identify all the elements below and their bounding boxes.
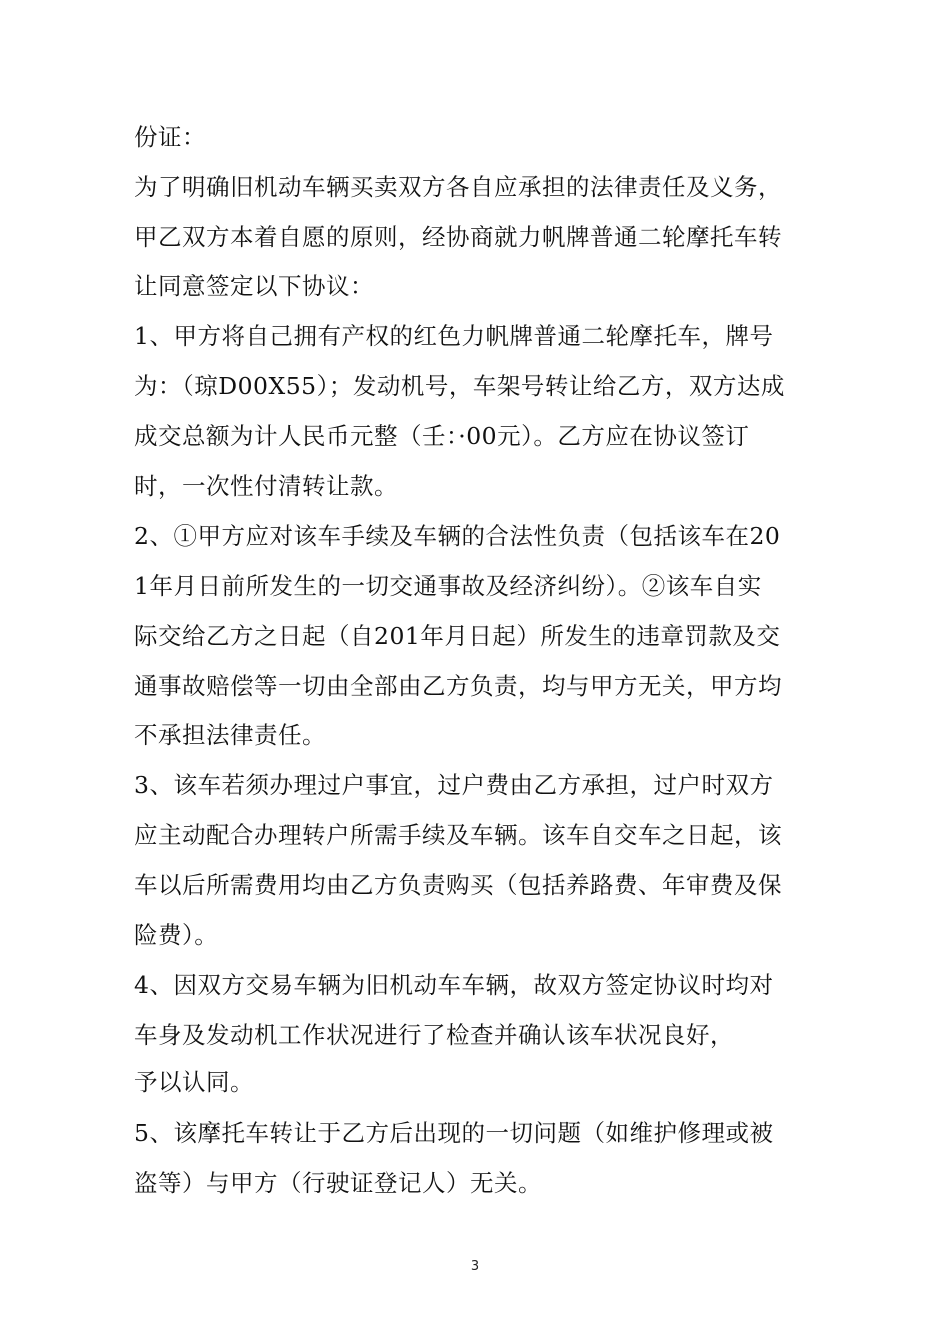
text-line: 际交给乙方之日起（自201年月日起）所发生的违章罚款及交 bbox=[134, 622, 781, 650]
text-line: 成交总额为计人民币元整（壬：·00元）。乙方应在协议签订 bbox=[134, 422, 750, 450]
text-line: 1、甲方将自己拥有产权的红色力帆牌普通二轮摩托车，牌号 bbox=[134, 322, 774, 350]
text-line: 险费）。 bbox=[134, 921, 219, 949]
text-line: 通事故赔偿等一切由全部由乙方负责，均与甲方无关，甲方均 bbox=[134, 672, 782, 700]
text-line: 3、该车若须办理过户事宜，过户费由乙方承担，过户时双方 bbox=[134, 771, 774, 799]
text-line: 2、①甲方应对该车手续及车辆的合法性负责（包括该车在20 bbox=[134, 522, 781, 550]
text-line: 让同意签定以下协议： bbox=[134, 272, 374, 300]
text-line: 应主动配合办理转户所需手续及车辆。该车自交车之日起，该 bbox=[134, 821, 782, 849]
text-line: 车以后所需费用均由乙方负责购买（包括养路费、年审费及保 bbox=[134, 871, 782, 899]
text-line: 不承担法律责任。 bbox=[134, 721, 326, 749]
text-line: 盗等）与甲方（行驶证登记人）无关。 bbox=[134, 1169, 542, 1197]
text-line: 予以认同。 bbox=[134, 1068, 254, 1096]
text-line: 4、因双方交易车辆为旧机动车车辆，故双方签定协议时均对 bbox=[134, 971, 774, 999]
text-line: 份证： bbox=[134, 123, 206, 151]
text-line: 1年月日前所发生的一切交通事故及经济纠纷）。②该车自实 bbox=[134, 572, 762, 600]
text-line: 时，一次性付清转让款。 bbox=[134, 472, 398, 500]
text-line: 甲乙双方本着自愿的原则，经协商就力帆牌普通二轮摩托车转 bbox=[134, 223, 782, 251]
page-number: 3 bbox=[470, 1259, 480, 1274]
text-line: 为：（琼D00X55）；发动机号，车架号转让给乙方，双方达成 bbox=[134, 372, 785, 400]
text-line: 车身及发动机工作状况进行了检查并确认该车状况良好， bbox=[134, 1021, 734, 1049]
text-line: 5、该摩托车转让于乙方后出现的一切问题（如维护修理或被 bbox=[134, 1119, 774, 1147]
text-line: 为了明确旧机动车辆买卖双方各自应承担的法律责任及义务， bbox=[134, 173, 782, 201]
